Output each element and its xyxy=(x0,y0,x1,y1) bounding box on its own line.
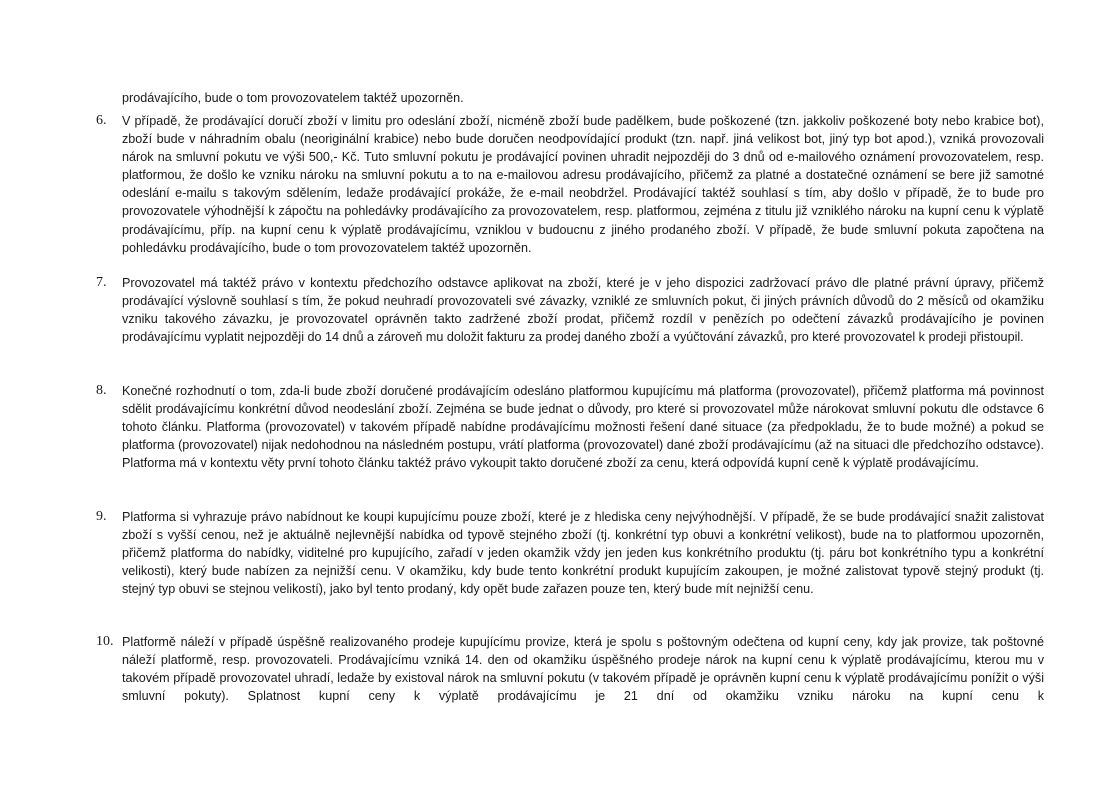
item-number: 8. xyxy=(96,383,107,398)
item-text: Konečné rozhodnutí o tom, zda-li bude zboží doručené prodávajícím odesláno platformou kupujícímu má platforma (provozovatel), přičemž platforma má povinnost sdělit prodávajícímu konkrétní důvod neodeslání zboží. Zejména se bude jednat o důvody, pro které si provozovatel může nárokovat smluvní pokutu dle odstavce 6 tohoto článku. Platforma (provozovatel) v takovém případě nabídne prodávajícímu možnosti řešení dané situace (za předpokladu, že to bude možné) a pokud se platforma (provozovatel) nijak nedohodnou na následném postupu, vrátí platforma (provozovatel) dané zboží prodávajícímu (až na situaci dle předchozího odstavce). Platforma má v kontextu věty první tohoto článku taktéž právo vykoupit takto doručené zboží za cenu, která odpovídá kupní ceně k výplatě prodávajícímu. xyxy=(122,384,1044,471)
list-item-8 xyxy=(96,382,1044,472)
list-item-6 xyxy=(96,112,1044,257)
list-item-9 xyxy=(96,508,1044,598)
item-number: 6. xyxy=(96,113,107,128)
item-number: 10. xyxy=(96,634,114,649)
paragraph-continuation: prodávajícího, bude o tom provozovatelem taktéž upozorněn. xyxy=(122,90,464,105)
item-text: Platforma si vyhrazuje právo nabídnout ke koupi kupujícímu pouze zboží, které je z hlediska ceny nejvýhodnější. V případě, že se bude prodávající snažit zalistovat zboží s vyšší cenou, než je aktuálně nejlevnější nabídka od typově stejného zboží (tj. konkrétní typ obuvi a konkrétní velikost), bude na to platformou upozorněn, přičemž platforma do nabídky, viditelné pro kupujícího, zařadí v jeden okamžik vždy jen jeden kus konkrétního produktu (tj. páru bot konkrétního typu a konkrétní velikosti), který bude nabízen za nejnižší cenu. V okamžiku, kdy bude tento konkrétní produkt kupujícím zakoupen, je možné zalistovat typově stejný produkt (tj. stejný typ obuvi se stejnou velikostí), jako byl tento prodaný, kdy opět bude zařazen pouze ten, který bude mít nejnižší cenu. xyxy=(122,510,1044,597)
list-item-10 xyxy=(96,633,1044,705)
list-item-7 xyxy=(96,274,1044,346)
item-text: V případě, že prodávající doručí zboží v limitu pro odeslání zboží, nicméně zboží bude padělkem, bude poškozené (tzn. jakkoliv poškozené boty nebo krabice bot), zboží bude v náhradním obalu (neoriginální krabice) nebo bude doručen neodpovídající produkt (tzn. např. jiná velikost bot, jiný typ bot apod.), vzniká provozovali nárok na smluvní pokutu ve výši 500,- Kč. Tuto smluvní pokutu je prodávající povinen uhradit nejpozději do 3 dnů od e-mailového oznámení provozovatelem, resp. platformou, že došlo ke vzniku nároku na smluvní pokutu a to na e-mailovou adresu prodávajícího, přičemž za platné a dostatečné oznámení se bere již samotné odeslání e-mailu s takovým sdělením, ledaže prodávající prokáže, že e-mail neobdržel. Prodávající taktéž souhlasí s tím, aby došlo v případě, že to bude pro provozovatele výhodnější k zápočtu na pohledávky prodávajícího za provozovatelem, resp. platformou, zejména z titulu již vzniklého nároku na kupní cenu k výplatě prodávajícímu, příp. na kupní cenu k výplatě prodávajícímu, vzniklou v budoucnu z jiného prodaného zboží. V případě, že bude smluvní pokuta započtena na pohledávku prodávajícího, bude o tom provozovatelem taktéž upozorněn. xyxy=(122,114,1044,255)
item-text: Platformě náleží v případě úspěšně realizovaného prodeje kupujícímu provize, která je spolu s poštovným odečtena od kupní ceny, kdy jak provize, tak poštovné náleží platformě, resp. provozovateli. Prodávajícímu vzniká 14. den od okamžiku úspěšného prodeje nárok na kupní cenu k výplatě prodávajícímu, kterou mu v takovém případě provozovatel uhradí, ledaže by existoval nárok na smluvní pokutu (v takovém případě je oprávněn kupní cenu k výplatě prodávajícímu ponížit o výši smluvní pokuty). Splatnost kupní ceny k výplatě prodávajícímu je 21 dní od okamžiku vzniku nároku na kupní cenu k xyxy=(122,635,1044,704)
item-number: 7. xyxy=(96,275,107,290)
item-number: 9. xyxy=(96,509,107,524)
item-text: Provozovatel má taktéž právo v kontextu předchozího odstavce aplikovat na zboží, které je v jeho dispozici zadržovací právo dle platné právní úpravy, přičemž prodávající výslovně souhlasí s tím, že pokud neuhradí provozovateli své závazky, vzniklé ze smluvních pokut, či jiných právních důvodů do 2 měsíců od okamžiku vzniku takového závazku, je provozovatel oprávněn takto zadržené zboží prodat, přičemž rozdíl v penězích po odečtení závazků prodávajícího je povinen prodávajícímu vyplatit nejpozději do 14 dnů a zároveň mu doložit fakturu za prodej daného zboží a vyúčtování závazků, pro které provozovatel k prodeji přistoupil. xyxy=(122,276,1044,345)
